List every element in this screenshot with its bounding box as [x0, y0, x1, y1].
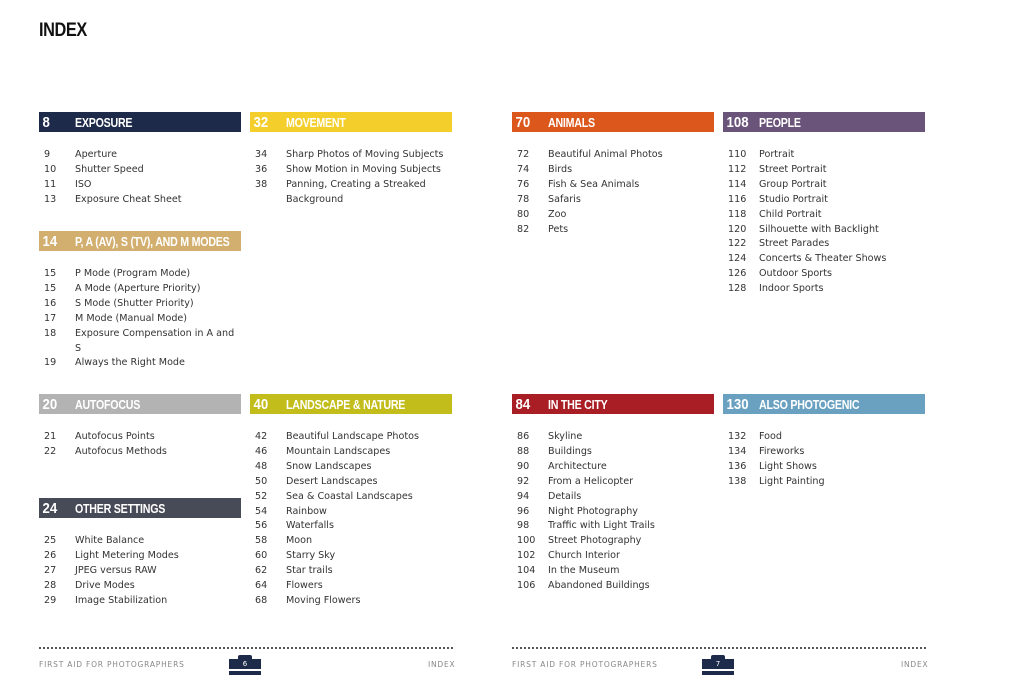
footer-section-left: INDEX	[428, 660, 456, 669]
section-page-number: 108	[726, 113, 749, 131]
index-entry-page: 46	[255, 445, 268, 457]
index-entry-page: 110	[728, 149, 747, 160]
section-title: EXPOSURE	[75, 114, 133, 130]
index-entry-page: 48	[255, 460, 268, 472]
footer-page-number-left: 6	[242, 660, 248, 668]
index-entry-label: Fish & Sea Animals	[548, 178, 640, 190]
index-entry	[723, 208, 925, 223]
index-entry	[39, 445, 241, 460]
index-entry	[39, 579, 241, 594]
index-entry-page: 116	[728, 193, 747, 205]
section-item-list	[39, 267, 241, 371]
section-modes	[39, 231, 241, 371]
section-header	[512, 112, 714, 132]
section-page-number: 14	[42, 232, 58, 250]
index-entry	[39, 430, 241, 445]
index-entry-page: 15	[44, 282, 57, 294]
index-entry	[512, 475, 714, 490]
index-entry-label: Desert Landscapes	[286, 475, 378, 487]
section-item-list	[39, 148, 241, 208]
index-entry-label: Image Stabilization	[75, 594, 168, 606]
index-entry-label: Waterfalls	[286, 520, 334, 532]
index-entry-page: 72	[517, 149, 530, 160]
index-entry-label: Birds	[548, 163, 573, 175]
index-entry	[723, 282, 925, 297]
index-entry	[250, 519, 452, 534]
section-autofocus	[39, 394, 241, 460]
index-entry	[723, 148, 925, 163]
index-entry	[512, 519, 714, 534]
index-entry-label: Street Parades	[759, 238, 830, 250]
index-entry	[723, 237, 925, 252]
index-entry-label: A Mode (Aperture Priority)	[75, 282, 201, 294]
index-entry-label: Flowers	[286, 580, 323, 592]
section-exposure	[39, 112, 241, 208]
index-entry-page: 21	[44, 431, 57, 442]
index-entry-label: Autofocus Methods	[75, 445, 167, 457]
index-entry-label: Rainbow	[286, 505, 327, 517]
section-item-list	[512, 148, 714, 237]
index-entry-label: Sharp Photos of Moving Subjects	[286, 149, 444, 160]
section-item-list	[723, 148, 925, 297]
index-entry	[250, 445, 452, 460]
index-entry-label: Show Motion in Moving Subjects	[286, 163, 441, 175]
index-entry-page: 15	[44, 268, 57, 279]
index-entry	[512, 564, 714, 579]
section-header	[39, 498, 241, 518]
index-entry-label: In the Museum	[548, 565, 620, 577]
index-entry	[250, 475, 452, 490]
index-entry-page: 88	[517, 445, 530, 457]
index-entry-page: 82	[517, 223, 530, 235]
section-page-number: 8	[42, 113, 50, 131]
section-also-photogenic	[723, 394, 925, 490]
index-entry-page: 28	[44, 579, 57, 591]
index-entry-label: P Mode (Program Mode)	[75, 268, 191, 279]
index-entry	[723, 267, 925, 282]
index-entry-page: 34	[255, 149, 268, 160]
index-entry-label: Light Painting	[759, 475, 825, 487]
index-entry-label: Group Portrait	[759, 178, 827, 190]
index-entry	[723, 252, 925, 267]
index-entry	[723, 163, 925, 178]
index-entry-page: 50	[255, 475, 268, 487]
index-entry-label: S Mode (Shutter Priority)	[75, 297, 194, 309]
index-entry-page: 134	[728, 445, 747, 457]
index-entry-label: Shutter Speed	[75, 163, 144, 175]
index-entry-label: Zoo	[548, 208, 567, 220]
section-header	[39, 112, 241, 132]
section-header	[250, 112, 452, 132]
index-entry-page: 42	[255, 431, 268, 442]
index-entry-label: Background	[286, 193, 344, 205]
index-entry	[39, 282, 241, 297]
index-entry-page: 78	[517, 193, 530, 205]
index-entry	[512, 460, 714, 475]
index-entry	[512, 490, 714, 505]
section-title: P, A (AV), S (TV), AND M MODES	[75, 233, 230, 249]
index-entry-label: Skyline	[548, 431, 583, 442]
index-entry-label: Aperture	[75, 149, 117, 160]
index-entry-page: 106	[517, 580, 536, 592]
index-entry-page: 11	[44, 178, 57, 190]
index-entry-label: Drive Modes	[75, 579, 135, 591]
section-item-list	[39, 534, 241, 609]
footer-section-right: INDEX	[901, 660, 929, 669]
index-entry	[39, 594, 241, 609]
index-entry-page: 100	[517, 535, 536, 547]
section-title: ANIMALS	[548, 114, 595, 130]
index-entry	[39, 356, 241, 371]
index-entry-page: 54	[255, 505, 268, 517]
index-entry-label: Traffic with Light Trails	[548, 520, 655, 532]
index-entry	[512, 430, 714, 445]
index-entry-page: 52	[255, 490, 268, 502]
index-entry-page: 80	[517, 208, 530, 220]
index-entry-label: Light Metering Modes	[75, 549, 179, 561]
section-page-number: 20	[42, 395, 58, 413]
index-entry	[723, 445, 925, 460]
section-movement	[250, 112, 452, 208]
index-entry	[723, 178, 925, 193]
index-entry-label: Mountain Landscapes	[286, 445, 391, 457]
index-entry	[512, 534, 714, 549]
index-entry-page	[250, 193, 286, 208]
index-entry-page: 114	[728, 178, 747, 190]
index-entry	[512, 505, 714, 520]
index-entry-page: 96	[517, 505, 530, 517]
index-entry-page: 56	[255, 520, 268, 532]
index-entry	[250, 193, 452, 208]
index-entry	[512, 208, 714, 223]
index-entry	[250, 148, 452, 163]
index-entry-label: Church Interior	[548, 550, 620, 562]
index-entry-page: 25	[44, 535, 57, 546]
index-entry-label: Exposure Compensation in A and S	[75, 327, 235, 354]
index-entry-label: Star trails	[286, 565, 333, 577]
index-entry	[39, 564, 241, 579]
index-entry	[250, 534, 452, 549]
section-header	[723, 394, 925, 414]
index-entry-label: Food	[759, 431, 783, 442]
section-page-number: 130	[726, 395, 749, 413]
index-entry	[250, 505, 452, 520]
index-entry-page: 94	[517, 490, 530, 502]
index-entry-page: 138	[728, 475, 747, 487]
section-page-number: 40	[253, 395, 269, 413]
index-entry	[39, 549, 241, 564]
index-entry-label: Always the Right Mode	[75, 357, 185, 369]
index-entry	[39, 327, 241, 357]
index-entry	[39, 297, 241, 312]
index-entry	[512, 223, 714, 238]
index-entry-label: Moving Flowers	[286, 594, 361, 606]
index-entry-page: 62	[255, 565, 268, 577]
index-entry-label: Silhouette with Backlight	[759, 223, 879, 235]
index-entry	[39, 163, 241, 178]
index-entry	[512, 163, 714, 178]
index-entry	[723, 430, 925, 445]
index-entry	[250, 594, 452, 609]
index-entry	[512, 178, 714, 193]
section-page-number: 84	[515, 395, 531, 413]
index-entry-label: Safaris	[548, 193, 581, 205]
footer-divider-right	[512, 647, 926, 649]
section-header	[723, 112, 925, 132]
section-item-list	[250, 430, 452, 609]
index-entry-label: Architecture	[548, 460, 607, 472]
index-entry-page: 120	[728, 223, 747, 235]
index-entry	[250, 430, 452, 445]
index-entry-page: 9	[44, 149, 51, 160]
footer-page-number-right: 7	[715, 660, 721, 668]
index-entry	[250, 163, 452, 178]
section-page-number: 70	[515, 113, 531, 131]
index-entry-label: Street Photography	[548, 535, 642, 547]
index-entry-page: 68	[255, 594, 268, 606]
index-entry-page: 122	[728, 238, 747, 250]
index-entry-page: 76	[517, 178, 530, 190]
section-other-settings	[39, 498, 241, 609]
index-entry	[250, 549, 452, 564]
section-title: ALSO PHOTOGENIC	[759, 396, 860, 412]
index-entry-label: Concerts & Theater Shows	[759, 253, 887, 265]
index-entry	[723, 223, 925, 238]
index-entry-label: From a Helicopter	[548, 475, 634, 487]
index-entry-label: Panning, Creating a Streaked	[286, 178, 426, 190]
section-title: LANDSCAPE & NATURE	[286, 396, 406, 412]
index-entry-page: 58	[255, 535, 268, 547]
index-entry-page: 18	[44, 327, 57, 339]
section-item-list	[512, 430, 714, 594]
index-entry-page: 60	[255, 550, 268, 562]
index-entry-label: Fireworks	[759, 445, 805, 457]
index-entry-page: 86	[517, 431, 530, 442]
section-header	[39, 231, 241, 251]
index-entry	[512, 445, 714, 460]
index-entry-page: 118	[728, 208, 747, 220]
index-entry-label: Details	[548, 490, 582, 502]
index-entry-page: 22	[44, 445, 57, 457]
index-entry	[250, 460, 452, 475]
index-entry-label: Light Shows	[759, 460, 817, 472]
index-entry-page: 74	[517, 163, 530, 175]
index-entry-page: 29	[44, 594, 57, 606]
section-title: MOVEMENT	[286, 114, 346, 130]
index-entry-label: Snow Landscapes	[286, 460, 372, 472]
index-entry-page: 104	[517, 565, 536, 577]
section-title: AUTOFOCUS	[75, 396, 141, 412]
footer-divider-left	[39, 647, 453, 649]
section-header	[250, 394, 452, 414]
index-entry	[723, 475, 925, 490]
index-entry-page: 13	[44, 193, 57, 205]
index-entry-label: JPEG versus RAW	[75, 564, 157, 576]
index-entry-label: Studio Portrait	[759, 193, 828, 205]
section-item-list	[723, 430, 925, 490]
index-entry-label: Starry Sky	[286, 550, 336, 562]
footer-book-title-left: FIRST AID FOR PHOTOGRAPHERS	[39, 660, 185, 669]
index-entry-label: Exposure Cheat Sheet	[75, 193, 182, 205]
section-header	[512, 394, 714, 414]
index-entry-page: 64	[255, 580, 268, 592]
index-entry-label: Child Portrait	[759, 208, 822, 220]
index-entry-label: Abandoned Buildings	[548, 580, 650, 592]
section-item-list	[250, 148, 452, 208]
section-page-number: 32	[253, 113, 269, 131]
index-entry-page: 128	[728, 283, 747, 295]
index-entry-label: Street Portrait	[759, 163, 827, 175]
index-entry	[512, 193, 714, 208]
index-entry	[39, 312, 241, 327]
index-entry-label: ISO	[75, 178, 92, 190]
index-entry-label: Sea & Coastal Landscapes	[286, 490, 413, 502]
section-item-list	[39, 430, 241, 460]
index-entry-page: 126	[728, 268, 747, 280]
index-entry	[512, 579, 714, 594]
footer-page-badge-left	[229, 655, 261, 676]
index-entry-label: Beautiful Animal Photos	[548, 149, 663, 160]
index-entry	[250, 490, 452, 505]
index-entry	[512, 549, 714, 564]
section-people	[723, 112, 925, 297]
index-entry-page: 124	[728, 253, 747, 265]
index-entry-page: 92	[517, 475, 530, 487]
index-entry-label: Portrait	[759, 149, 795, 160]
index-entry-label: Beautiful Landscape Photos	[286, 431, 419, 442]
section-title: PEOPLE	[759, 114, 801, 130]
index-entry-page: 26	[44, 549, 57, 561]
index-entry	[250, 564, 452, 579]
index-entry-page: 19	[44, 357, 57, 369]
index-entry	[723, 460, 925, 475]
index-entry	[39, 267, 241, 282]
section-title: IN THE CITY	[548, 396, 608, 412]
index-entry-page: 17	[44, 312, 57, 324]
index-entry-page: 38	[255, 178, 268, 190]
index-entry-label: Moon	[286, 535, 313, 547]
index-entry-label: Autofocus Points	[75, 431, 155, 442]
index-entry-page: 112	[728, 163, 747, 175]
index-entry-page: 36	[255, 163, 268, 175]
index-entry-label: Indoor Sports	[759, 283, 824, 295]
section-page-number: 24	[42, 499, 58, 517]
index-entry-page: 16	[44, 297, 57, 309]
section-animals	[512, 112, 714, 237]
index-entry	[39, 178, 241, 193]
index-entry-page: 90	[517, 460, 530, 472]
index-entry-page: 10	[44, 163, 57, 175]
index-entry	[39, 148, 241, 163]
section-city	[512, 394, 714, 594]
index-entry	[250, 178, 452, 193]
index-entry-label: White Balance	[75, 535, 145, 546]
index-entry	[39, 534, 241, 549]
index-entry-label: M Mode (Manual Mode)	[75, 312, 188, 324]
index-entry-label: Pets	[548, 223, 569, 235]
page-title: INDEX	[39, 20, 87, 41]
section-landscape	[250, 394, 452, 609]
index-entry-page: 27	[44, 564, 57, 576]
index-entry-page: 98	[517, 520, 530, 532]
index-entry-label: Outdoor Sports	[759, 268, 832, 280]
index-entry	[723, 193, 925, 208]
index-entry-page: 102	[517, 550, 536, 562]
index-entry-page: 136	[728, 460, 747, 472]
index-entry-label: Night Photography	[548, 505, 638, 517]
index-entry-page: 132	[728, 431, 747, 442]
footer-book-title-right: FIRST AID FOR PHOTOGRAPHERS	[512, 660, 658, 669]
index-entry-label: Buildings	[548, 445, 592, 457]
index-entry	[39, 193, 241, 208]
section-title: OTHER SETTINGS	[75, 500, 166, 516]
index-entry	[512, 148, 714, 163]
index-entry	[250, 579, 452, 594]
section-header	[39, 394, 241, 414]
footer-page-badge-right	[702, 655, 734, 676]
